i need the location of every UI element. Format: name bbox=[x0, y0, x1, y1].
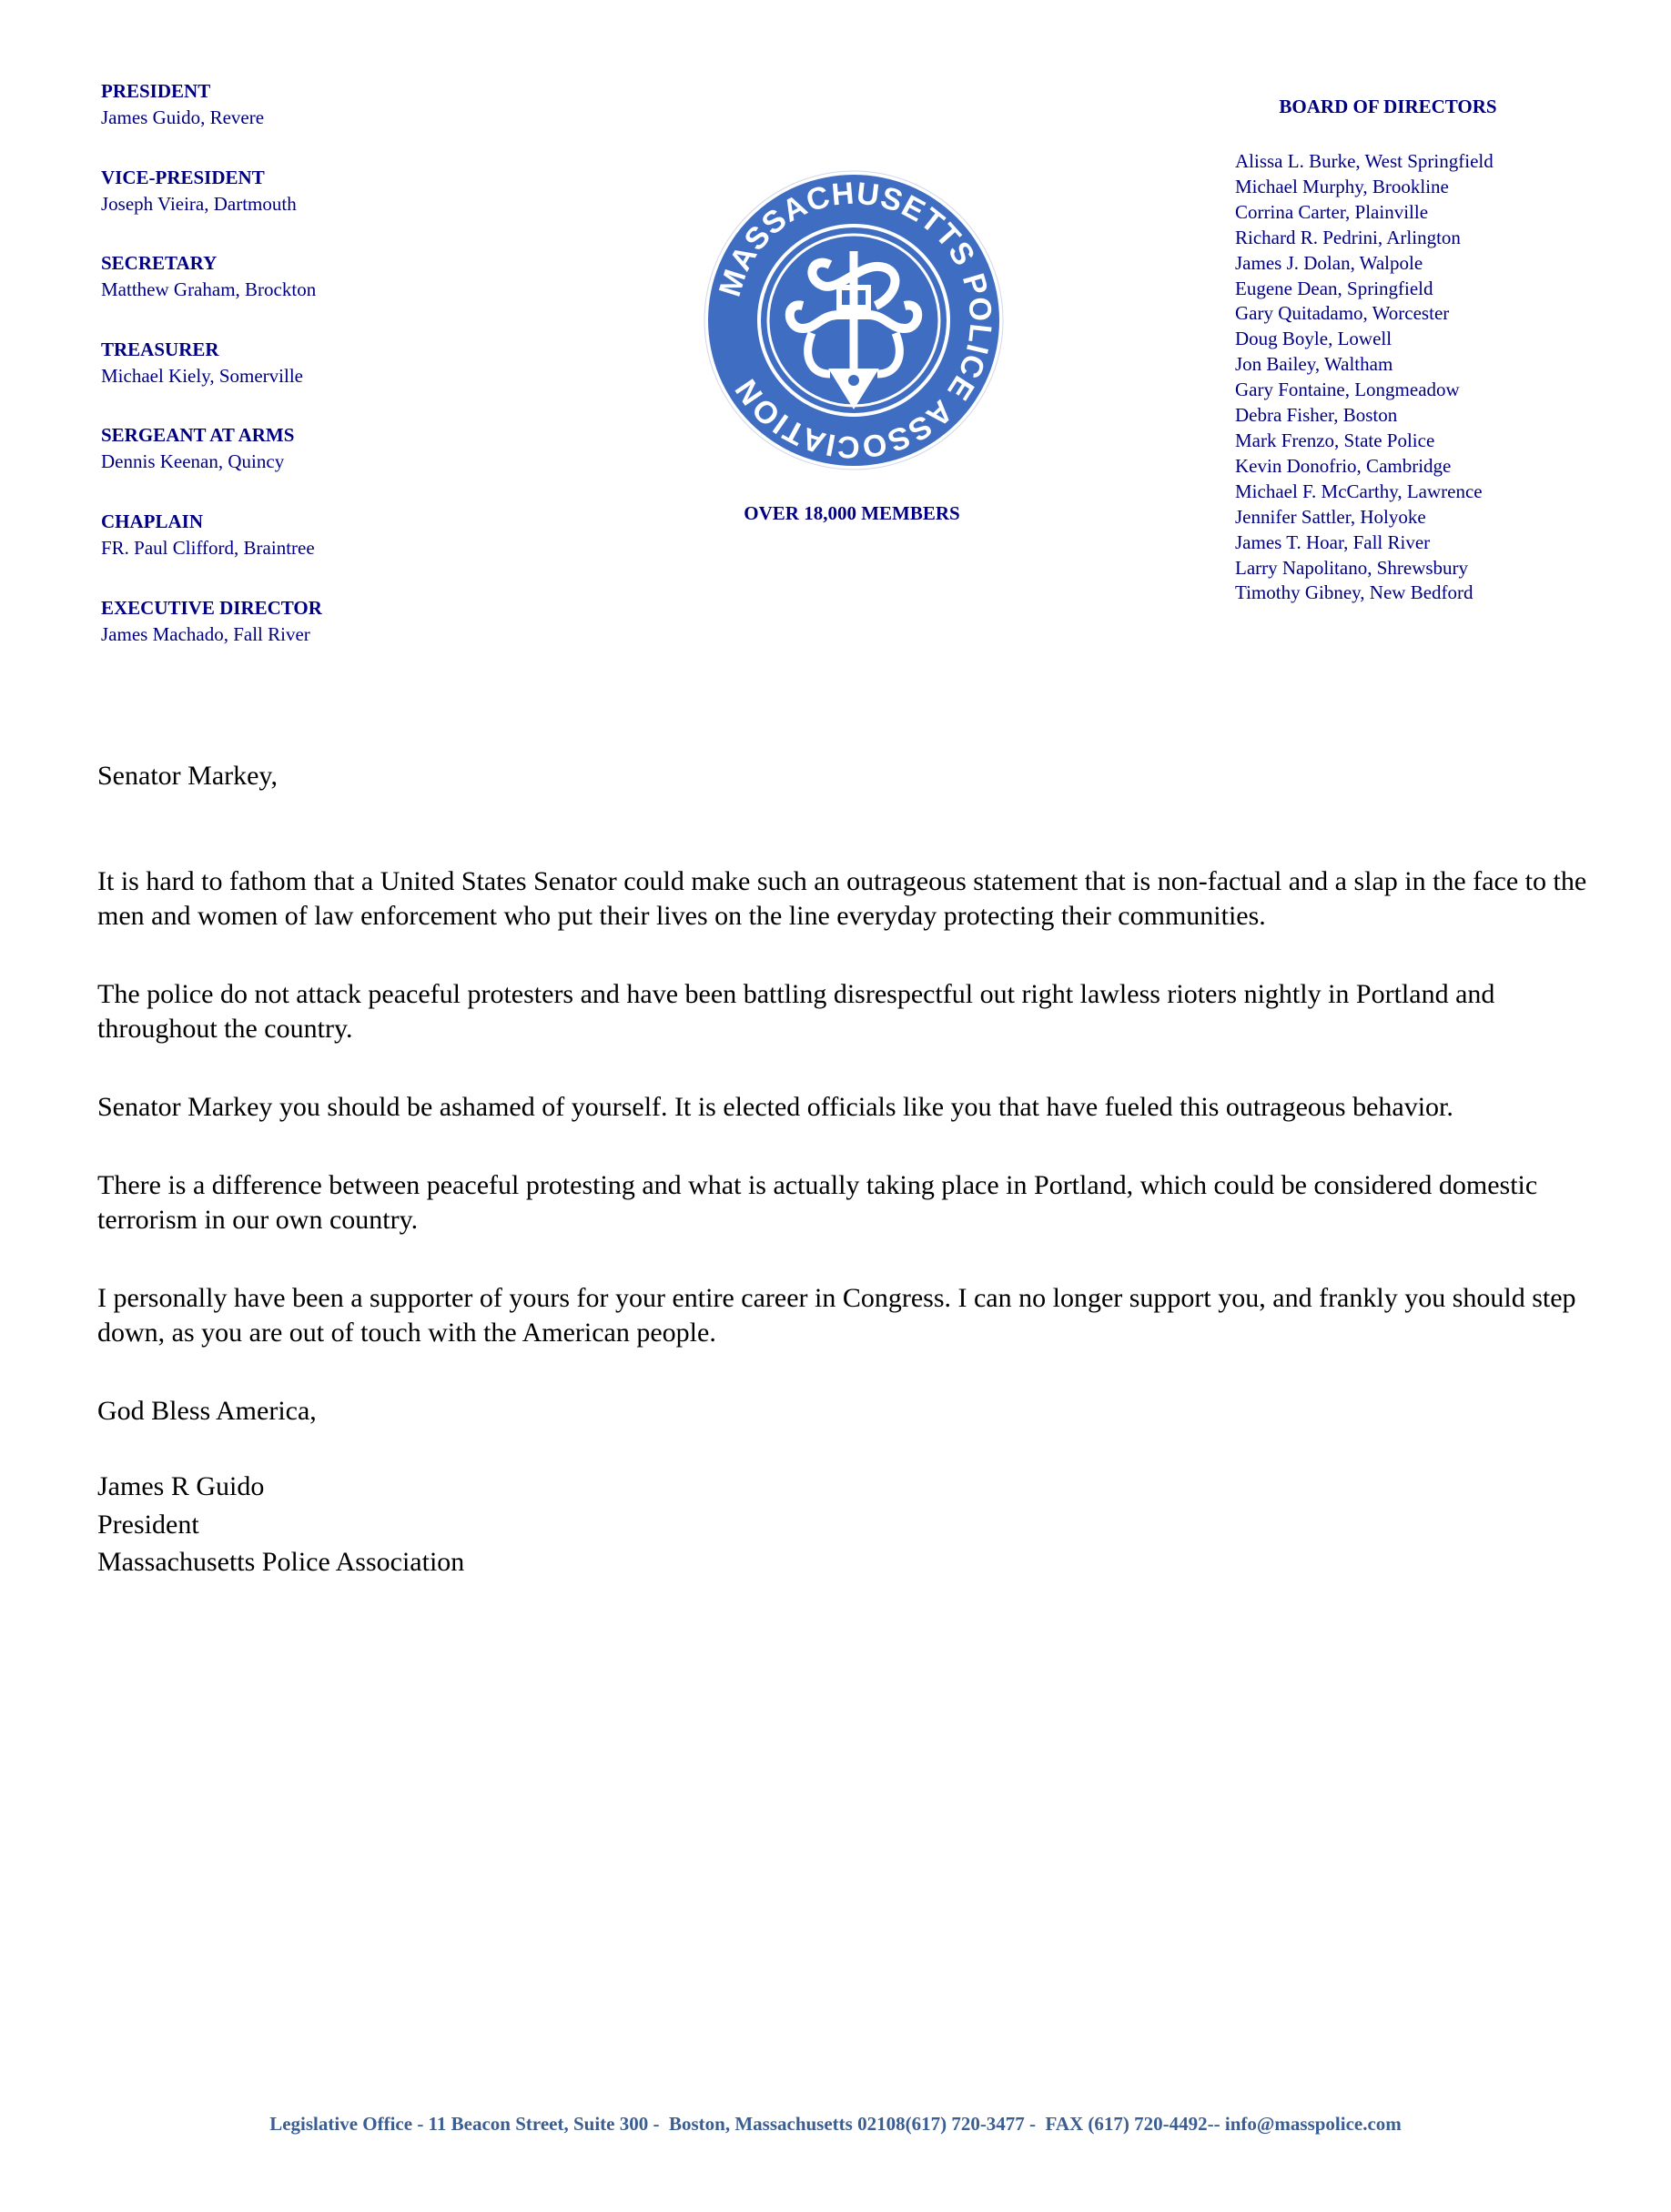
officer-sergeant-at-arms bbox=[101, 422, 483, 509]
board-member: Richard R. Pedrini, Arlington bbox=[1235, 226, 1461, 248]
officer-name: Dennis Keenan, Quincy bbox=[101, 450, 285, 473]
officer-executive-director bbox=[101, 595, 483, 682]
officer-name: Matthew Graham, Brockton bbox=[101, 278, 317, 301]
letter-paragraph: I personally have been a supporter of yours for your entire career in Congress. I can no longer support you, and frankly you should step down, as you are out of touch with the American people. bbox=[97, 1283, 1576, 1348]
board-member: Larry Napolitano, Shrewsbury bbox=[1235, 556, 1469, 579]
board-of-directors-heading: BOARD OF DIRECTORS bbox=[1279, 96, 1497, 117]
board-member: Jennifer Sattler, Holyoke bbox=[1235, 505, 1426, 528]
letter-body bbox=[97, 759, 1590, 1581]
svg-text:MASSACHUSETTS POLICE ASSOCIATI: MASSACHUSETTS POLICE ASSOCIATION bbox=[712, 176, 998, 465]
officer-president bbox=[101, 78, 483, 165]
letter-paragraph: Senator Markey you should be ashamed of yourself. It is elected officials like you that have fueled this outrageous behavior. bbox=[97, 1092, 1453, 1122]
board-member: Alissa L. Burke, West Springfield bbox=[1235, 150, 1494, 172]
officer-secretary bbox=[101, 250, 483, 337]
members-count-text: OVER 18,000 MEMBERS bbox=[744, 502, 960, 524]
signature-name: James R Guido bbox=[97, 1471, 265, 1501]
letter-paragraph: There is a difference between peaceful protesting and what is actually taking place in Portland, which could be considered domestic terrorism in our own country. bbox=[97, 1170, 1538, 1235]
signature-title: President bbox=[97, 1509, 199, 1540]
officer-title: SERGEANT AT ARMS bbox=[101, 424, 295, 447]
officers-column bbox=[101, 78, 483, 681]
officer-vice-president bbox=[101, 165, 483, 251]
officer-name: James Guido, Revere bbox=[101, 106, 265, 128]
board-member: James T. Hoar, Fall River bbox=[1235, 530, 1431, 553]
officer-chaplain bbox=[101, 509, 483, 595]
mpa-monogram-seal-icon bbox=[703, 169, 1005, 471]
mpa-seal-logo bbox=[703, 169, 1005, 471]
officer-treasurer bbox=[101, 337, 483, 423]
board-member: Eugene Dean, Springfield bbox=[1235, 277, 1433, 299]
board-member: Michael Murphy, Brookline bbox=[1235, 175, 1449, 197]
officer-name: Joseph Vieira, Dartmouth bbox=[101, 192, 297, 215]
board-member: Michael F. McCarthy, Lawrence bbox=[1235, 480, 1483, 502]
letterhead-footer-contact: Legislative Office - 11 Beacon Street, Suite 300 - Boston, Massachusetts 02108(617) 720-3477 - FAX (617) 720-4492-- info@masspolice.com bbox=[269, 2113, 1402, 2135]
board-member: Debra Fisher, Boston bbox=[1235, 404, 1398, 427]
letter-paragraph: The police do not attack peaceful protesters and have been battling disrespectful out right lawless rioters nightly in Portland and throughout the country. bbox=[97, 979, 1495, 1044]
board-member: James J. Dolan, Walpole bbox=[1235, 251, 1423, 274]
officer-name: James Machado, Fall River bbox=[101, 622, 310, 645]
board-member: Corrina Carter, Plainville bbox=[1235, 200, 1429, 223]
letter-closing: God Bless America, bbox=[97, 1396, 317, 1426]
board-member: Gary Quitadamo, Worcester bbox=[1235, 302, 1450, 325]
board-member: Mark Frenzo, State Police bbox=[1235, 429, 1435, 451]
officer-title: PRESIDENT bbox=[101, 80, 211, 102]
letter-paragraph: It is hard to fathom that a United States Senator could make such an outrageous statement that is non-factual and a slap in the face to the men and women of law enforcement who put their lives on the line everyday protecting their communities. bbox=[97, 866, 1587, 931]
letter-salutation: Senator Markey, bbox=[97, 761, 278, 791]
officer-name: Michael Kiely, Somerville bbox=[101, 364, 303, 387]
board-member: Kevin Donofrio, Cambridge bbox=[1235, 454, 1452, 477]
officer-name: FR. Paul Clifford, Braintree bbox=[101, 536, 315, 559]
board-member: Jon Bailey, Waltham bbox=[1235, 353, 1393, 376]
board-member: Timothy Gibney, New Bedford bbox=[1235, 581, 1474, 604]
officer-title: SECRETARY bbox=[101, 252, 218, 275]
officer-title: CHAPLAIN bbox=[101, 510, 204, 532]
officer-title: TREASURER bbox=[101, 338, 219, 360]
board-member: Gary Fontaine, Longmeadow bbox=[1235, 379, 1460, 401]
signature-organization: Massachusetts Police Association bbox=[97, 1547, 465, 1577]
board-member: Doug Boyle, Lowell bbox=[1235, 328, 1392, 350]
board-of-directors-list bbox=[1235, 149, 1494, 606]
officer-title: VICE-PRESIDENT bbox=[101, 166, 265, 188]
officer-title: EXECUTIVE DIRECTOR bbox=[101, 596, 322, 619]
